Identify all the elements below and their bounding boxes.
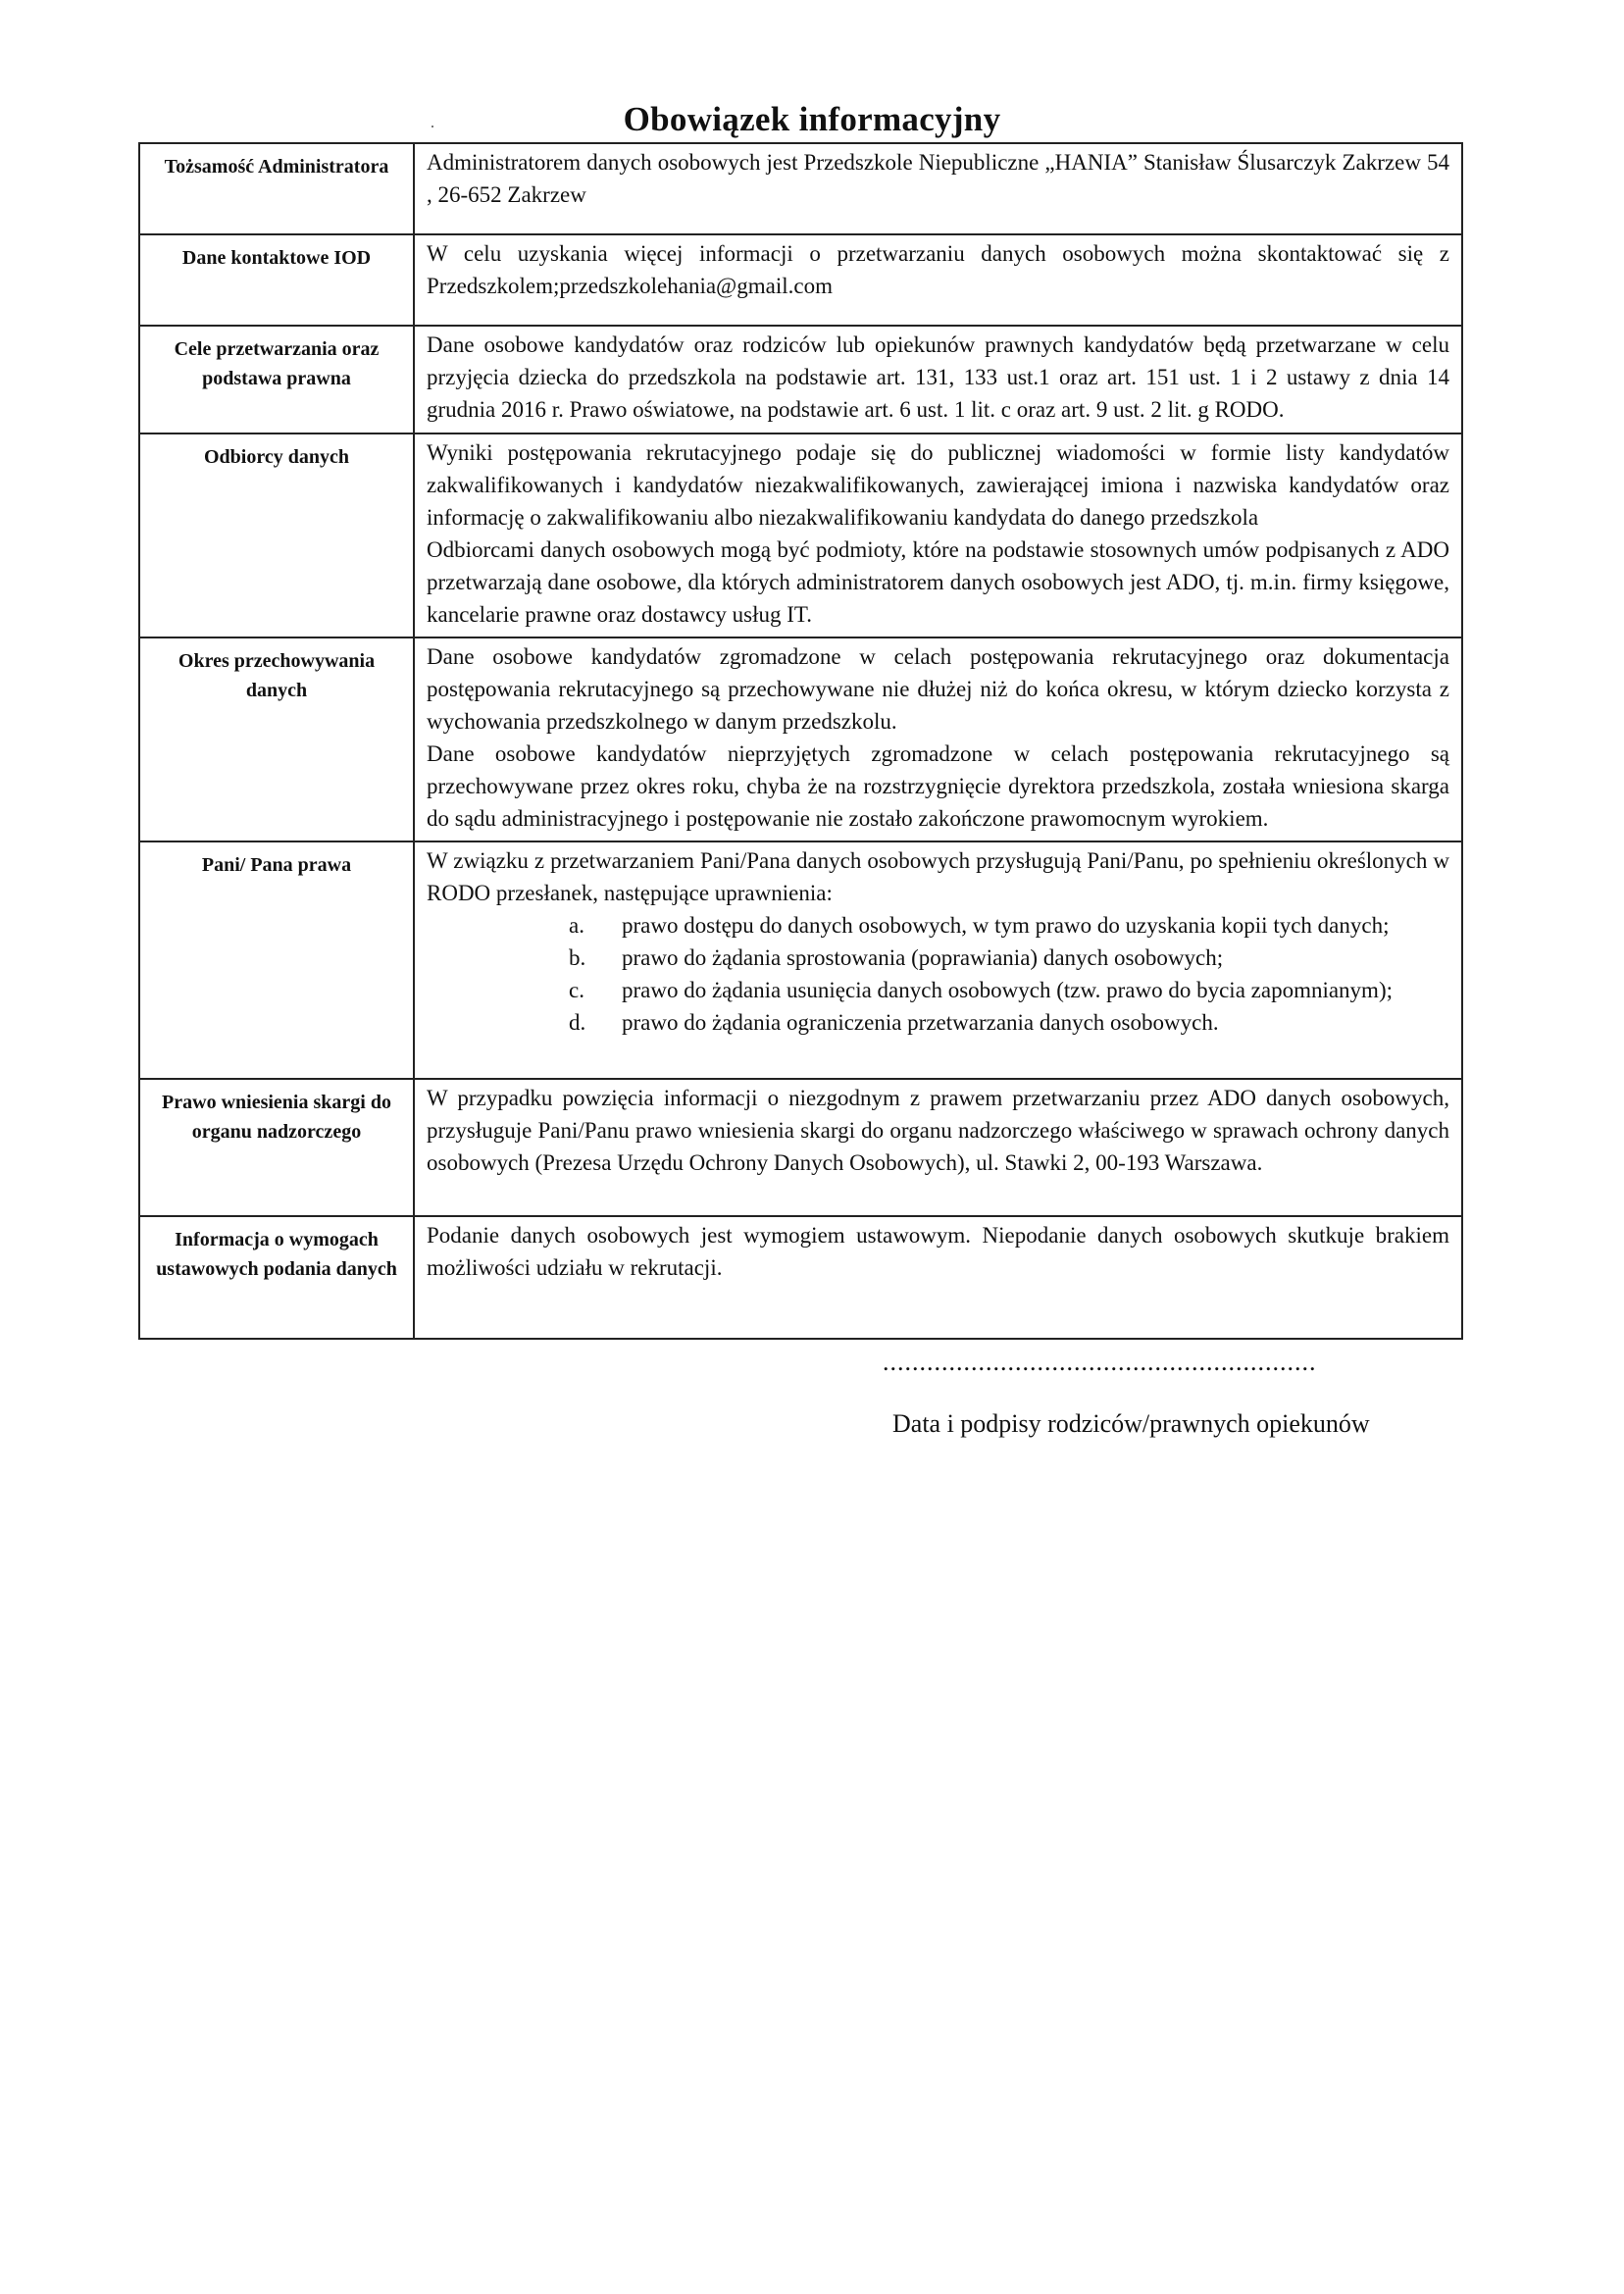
table-row-complaint bbox=[139, 1079, 1462, 1216]
row-content bbox=[414, 326, 1462, 433]
row-paragraph: W celu uzyskania więcej informacji o przetwarzaniu danych osobowych można skontaktować się z Przedszkolem;przedszkolehania@gmail.com bbox=[427, 241, 1449, 298]
list-text: prawo do żądania sprostowania (poprawiania) danych osobowych; bbox=[622, 945, 1224, 970]
row-content bbox=[414, 143, 1462, 234]
list-item bbox=[427, 942, 1449, 974]
table-row-retention bbox=[139, 637, 1462, 841]
page-title: Obowiązek informacyjny bbox=[623, 100, 1001, 138]
row-content bbox=[414, 841, 1462, 1079]
row-label: Tożsamość Administratora bbox=[139, 143, 414, 234]
row-paragraph: Wyniki postępowania rekrutacyjnego podaje się do publicznej wiadomości w formie listy kandydatów zakwalifikowanych i kandydatów niezakwalifikowanych, zawierającej imiona i nazwiska kandydatów oraz informację o zakwalifikowaniu albo niezakwalifikowaniu kandydata do danego przedszkola bbox=[427, 440, 1449, 530]
signature-label: Data i podpisy rodziców/prawnych opiekunów bbox=[892, 1409, 1370, 1438]
list-text: prawo do żądania ograniczenia przetwarzania danych osobowych. bbox=[622, 1010, 1219, 1035]
row-paragraph: Odbiorcami danych osobowych mogą być podmioty, które na podstawie stosownych umów podpisanych z ADO przetwarzają dane osobowe, dla których administratorem danych osobowych jest ADO, tj. m.in. firmy księgowe, kancelarie prawne oraz dostawcy usług IT. bbox=[427, 537, 1449, 627]
list-marker: d. bbox=[569, 1010, 586, 1035]
table-row-recipients bbox=[139, 433, 1462, 637]
row-paragraph: Podanie danych osobowych jest wymogiem ustawowym. Niepodanie danych osobowych skutkuje brakiem możliwości udziału w rekrutacji. bbox=[427, 1223, 1449, 1280]
row-paragraph: Dane osobowe kandydatów zgromadzone w celach postępowania rekrutacyjnego oraz dokumentacja postępowania rekrutacyjnego są przechowywane nie dłużej niż do końca okresu, w którym dziecko korzysta z wychowania przedszkolnego w danym przedszkolu. bbox=[427, 644, 1449, 734]
table-row-administrator bbox=[139, 143, 1462, 234]
information-table bbox=[138, 142, 1463, 1340]
list-marker: c. bbox=[569, 978, 584, 1002]
signature-line: ........................................................... bbox=[883, 1348, 1317, 1376]
row-label: Odbiorcy danych bbox=[139, 433, 414, 637]
row-paragraph: W związku z przetwarzaniem Pani/Pana danych osobowych przysługują Pani/Panu, po spełnieniu określonych w RODO przesłanek, następujące uprawnienia: bbox=[427, 848, 1449, 905]
list-item bbox=[427, 909, 1449, 942]
row-label: Informacja o wymogach ustawowych podania danych bbox=[139, 1216, 414, 1339]
table-row-iod-contact bbox=[139, 234, 1462, 326]
row-label: Cele przetwarzania oraz podstawa prawna bbox=[139, 326, 414, 433]
row-content bbox=[414, 433, 1462, 637]
row-label: Okres przechowywania danych bbox=[139, 637, 414, 841]
list-text: prawo dostępu do danych osobowych, w tym prawo do uzyskania kopii tych danych; bbox=[622, 913, 1390, 938]
row-paragraph: Administratorem danych osobowych jest Przedszkole Niepubliczne „HANIA” Stanisław Ślusarczyk Zakrzew 54 , 26-652 Zakrzew bbox=[427, 150, 1449, 207]
table-row-statutory-requirement bbox=[139, 1216, 1462, 1339]
list-item bbox=[427, 1006, 1449, 1039]
row-content bbox=[414, 637, 1462, 841]
row-content bbox=[414, 234, 1462, 326]
row-label: Prawo wniesienia skargi do organu nadzorczego bbox=[139, 1079, 414, 1216]
row-paragraph: W przypadku powzięcia informacji o niezgodnym z prawem przetwarzaniu przez ADO danych osobowych, przysługuje Pani/Panu prawo wniesienia skargi do organu nadzorczego właściwego w sprawach ochrony danych osobowych (Prezesa Urzędu Ochrony Danych Osobowych), ul. Stawki 2, 00-193 Warszawa. bbox=[427, 1086, 1449, 1175]
list-item bbox=[427, 974, 1449, 1006]
row-label: Pani/ Pana prawa bbox=[139, 841, 414, 1079]
list-marker: a. bbox=[569, 913, 584, 938]
list-text: prawo do żądania usunięcia danych osobowych (tzw. prawo do bycia zapomnianym); bbox=[622, 978, 1393, 1002]
row-paragraph: Dane osobowe kandydatów nieprzyjętych zgromadzone w celach postępowania rekrutacyjnego są przechowywane przez okres roku, chyba że na rozstrzygnięcie dyrektora przedszkola, została wniesiona skarga do sądu administracyjnego i postępowanie nie zostało zakończone prawomocnym wyrokiem. bbox=[427, 741, 1449, 831]
list-marker: b. bbox=[569, 945, 586, 970]
row-content bbox=[414, 1216, 1462, 1339]
table-row-purposes bbox=[139, 326, 1462, 433]
table-row-rights bbox=[139, 841, 1462, 1079]
row-label: Dane kontaktowe IOD bbox=[139, 234, 414, 326]
row-paragraph: Dane osobowe kandydatów oraz rodziców lub opiekunów prawnych kandydatów będą przetwarzane w celu przyjęcia dziecka do przedszkola na podstawie art. 131, 133 ust.1 oraz art. 151 ust. 1 i 2 ustawy z dnia 14 grudnia 2016 r. Prawo oświatowe, na podstawie art. 6 ust. 1 lit. c oraz art. 9 ust. 2 lit. g RODO. bbox=[427, 332, 1449, 422]
row-content bbox=[414, 1079, 1462, 1216]
